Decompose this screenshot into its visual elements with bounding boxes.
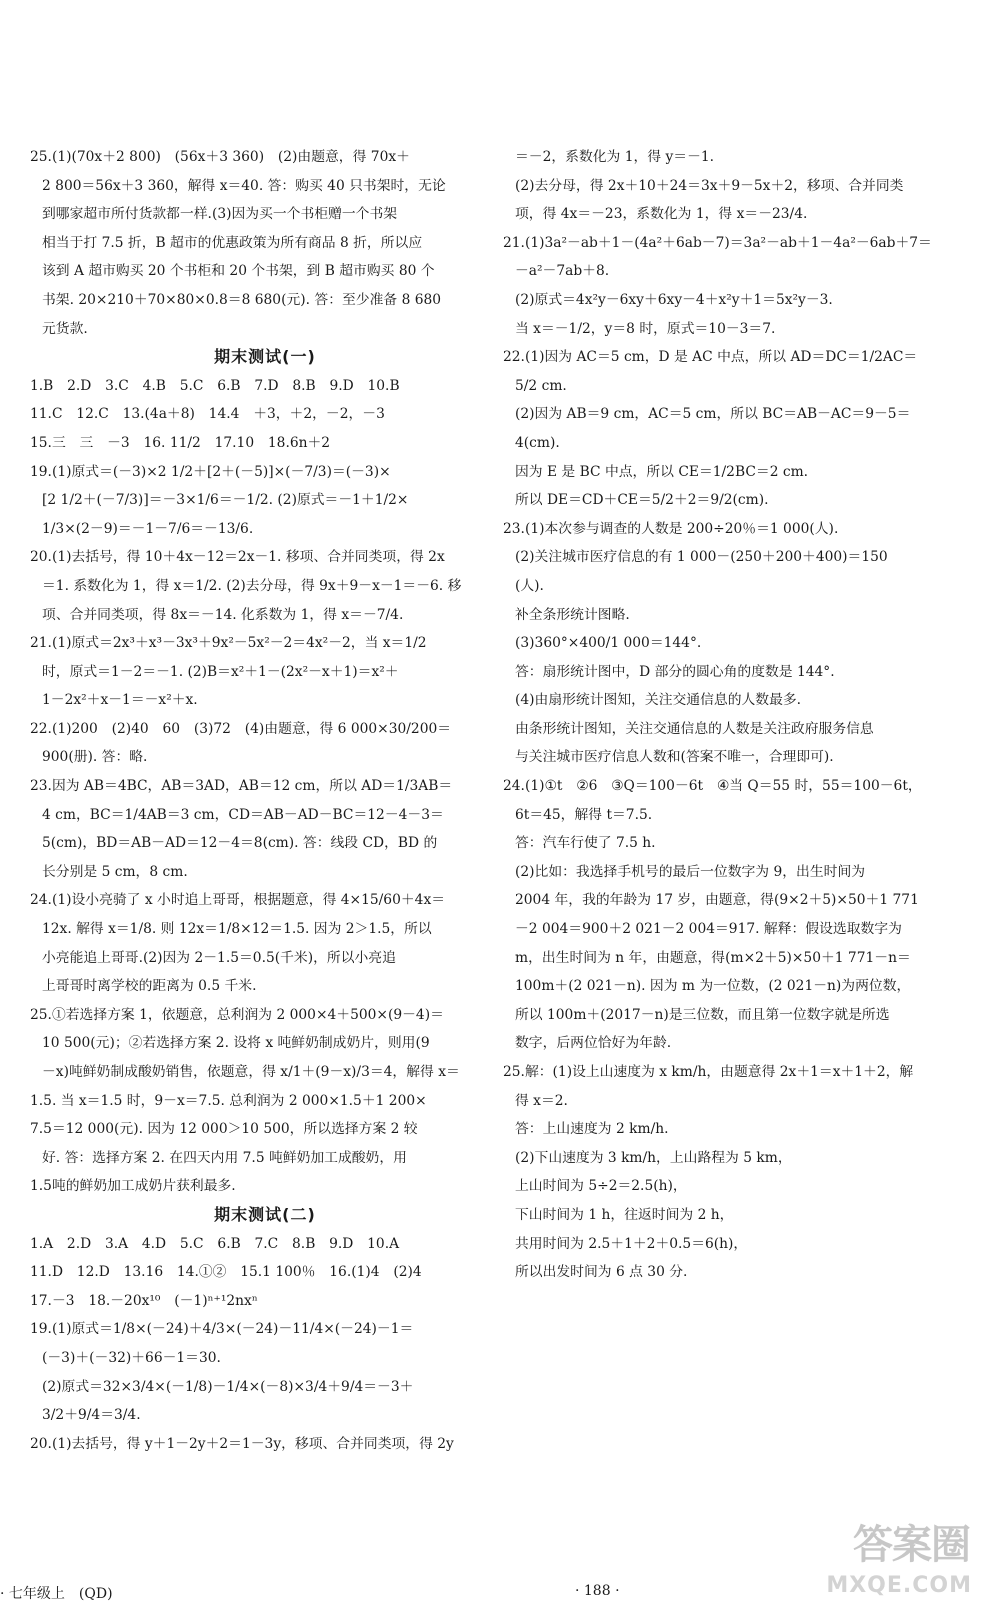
answer-line: 补全条形统计图略.	[515, 606, 630, 623]
answer-line: (－3)＋(－32)＋66－1＝30.	[42, 1349, 221, 1366]
answer-line: 900(册). 答：略.	[42, 749, 148, 766]
answer-line: (2)去分母，得 2x＋10＋24＝3x＋9－5x＋2，移项、合并同类	[515, 177, 904, 194]
answer-line: 4(cm).	[515, 434, 560, 451]
page-number: · 188 ·	[575, 1583, 620, 1599]
answer-line: 1/3×(2－9)＝－1－7/6＝－13/6.	[42, 520, 254, 537]
answer-line: 得 x＝2.	[515, 1092, 568, 1109]
answer-line: ＝－2，系数化为 1，得 y＝－1.	[515, 149, 715, 165]
answer-line: 23.因为 AB＝4BC，AB＝3AD，AB＝12 cm，所以 AD＝1/3AB＝	[30, 778, 453, 795]
answer-line: 所以出发时间为 6 点 30 分.	[515, 1264, 688, 1281]
section-title: 期末测试(一)	[214, 347, 316, 367]
answer-line: 上哥哥时离学校的距离为 0.5 千米.	[42, 978, 257, 995]
right-column	[503, 143, 973, 1287]
answer-line: 当 x＝－1/2，y＝8 时，原式＝10－3＝7.	[515, 320, 776, 337]
answer-line: 22.(1)因为 AC＝5 cm，D 是 AC 中点，所以 AD＝DC＝1/2AC＝	[503, 349, 918, 366]
answer-line: 答：上山速度为 2 km/h.	[515, 1121, 669, 1138]
answer-line: 11.C 12.C 13.(4a＋8) 14.4 ＋3，＋2，－2，－3	[30, 406, 385, 423]
answer-line: 与关注城市医疗信息人数和(答案不唯一，合理即可).	[515, 749, 834, 766]
answer-line: (2)原式＝4x²y－6xy＋6xy－4＋x²y＋1＝5x²y－3.	[515, 291, 833, 308]
section-title: 期末测试(二)	[214, 1204, 316, 1224]
answer-line: m，出生时间为 n 年，由题意，得(m×2＋5)×50＋1 771－n＝	[515, 949, 911, 966]
watermark-logo	[825, 1514, 990, 1600]
answer-line: (人).	[515, 577, 544, 594]
answer-line: 100m＋(2 021－n). 因为 m 为一位数，(2 021－n)为两位数，	[515, 978, 911, 995]
answer-line: 由条形统计图知，关注交通信息的人数是关注政府服务信息	[515, 720, 874, 737]
answer-line: 该到 A 超市购买 20 个书柜和 20 个书架，到 B 超市购买 80 个	[42, 263, 435, 280]
answer-line: 数字，后两位恰好为年龄.	[515, 1035, 672, 1052]
answer-line: 元货款.	[42, 320, 88, 337]
answer-line: 共用时间为 2.5＋1＋2＋0.5＝6(h)，	[515, 1235, 748, 1252]
answer-line: 21.(1)3a²－ab＋1－(4a²＋6ab－7)＝3a²－ab＋1－4a²－6ab＋7＝	[503, 234, 932, 251]
answer-line: 7.5＝12 000(元). 因为 12 000＞10 500，所以选择方案 2 较	[30, 1121, 418, 1138]
answer-line: 1.A 2.D 3.A 4.D 5.C 6.B 7.C 8.B 9.D 10.A	[30, 1235, 400, 1252]
answer-line: 时，原式＝1－2＝－1. (2)B＝x²＋1－(2x²－x＋1)＝x²＋	[42, 663, 399, 680]
answer-line: 所以 100m＋(2017－n)是三位数，而且第一位数字就是所选	[515, 1006, 890, 1023]
answer-line: －a²－7ab＋8.	[515, 263, 610, 280]
answer-line: －x)吨鲜奶制成酸奶销售，依题意，得 x/1＋(9－x)/3＝4，解得 x＝	[42, 1064, 460, 1080]
answer-line: (2)比如：我选择手机号的最后一位数字为 9，出生时间为	[515, 863, 866, 880]
answer-line: [2 1/2＋(－7/3)]＝－3×1/6＝－1/2. (2)原式＝－1＋1/2×	[42, 492, 409, 509]
answer-line: 23.(1)本次参与调查的人数是 200÷20％＝1 000(人).	[503, 520, 839, 537]
answer-line: (4)由扇形统计图知，关注交通信息的人数最多.	[515, 692, 802, 709]
answer-line: 20.(1)去括号，得 10＋4x－12＝2x－1. 移项、合并同类项，得 2x	[30, 549, 445, 566]
answer-line: 25.(1)(70x＋2 800) (56x＋3 360) (2)由题意，得 70x＋	[30, 149, 410, 165]
answer-line: 到哪家超市所付货款都一样.(3)因为买一个书柜赠一个书架	[42, 206, 398, 223]
answer-line: 好. 答：选择方案 2. 在四天内用 7.5 吨鲜奶加工成酸奶，用	[42, 1149, 407, 1166]
answer-line: 项、合并同类项，得 8x＝－14. 化系数为 1，得 x＝－7/4.	[42, 606, 404, 623]
answer-line: (2)原式＝32×3/4×(－1/8)－1/4×(－8)×3/4＋9/4＝－3＋	[42, 1378, 414, 1395]
answer-line: 4 cm，BC＝1/4AB＝3 cm，CD＝AB－AD－BC＝12－4－3＝	[42, 806, 444, 823]
answer-line: 6t＝45，解得 t＝7.5.	[515, 806, 653, 823]
answer-line: 答：汽车行使了 7.5 h.	[515, 835, 656, 852]
answer-line: 10 500(元)；②若选择方案 2. 设将 x 吨鲜奶制成奶片，则用(9	[42, 1035, 430, 1052]
answer-line: 小亮能追上哥哥.(2)因为 2－1.5＝0.5(千米)，所以小亮追	[42, 949, 396, 966]
answer-line: 25.解：(1)设上山速度为 x km/h，由题意得 2x＋1＝x＋1＋2，解	[503, 1064, 914, 1080]
answer-line: 项，得 4x＝－23，系数化为 1，得 x＝－23/4.	[515, 206, 808, 223]
answer-line: (3)360°×400/1 000＝144°.	[515, 635, 702, 652]
left-column	[30, 143, 500, 1458]
answer-line: 5(cm)，BD＝AB－AD＝12－4＝8(cm). 答：线段 CD，BD 的	[42, 835, 438, 852]
answer-line: 所以 DE＝CD＋CE＝5/2＋2＝9/2(cm).	[515, 492, 769, 509]
answer-line: 因为 E 是 BC 中点，所以 CE＝1/2BC＝2 cm.	[515, 463, 809, 480]
answer-line: ＝1. 系数化为 1，得 x＝1/2. (2)去分母，得 9x＋9－x－1＝－6. 移	[42, 577, 462, 594]
answer-line: 2004 年，我的年龄为 17 岁，由题意，得(9×2＋5)×50＋1 771	[515, 892, 919, 909]
answer-line: 2 800＝56x＋3 360，解得 x＝40. 答：购买 40 只书架时，无论	[42, 177, 446, 194]
answer-line: (2)因为 AB＝9 cm，AC＝5 cm，所以 BC＝AB－AC＝9－5＝	[515, 406, 911, 423]
footer-grade: · 七年级上 (QD)	[0, 1586, 113, 1602]
answer-line: 12x. 解得 x＝1/8. 则 12x＝1/8×12＝1.5. 因为 2＞1.5，所以	[42, 921, 432, 938]
answer-line: 17.－3 18.－20x¹⁰ (－1)ⁿ⁺¹2nxⁿ	[30, 1292, 258, 1309]
answer-line: 20.(1)去括号，得 y＋1－2y＋2＝1－3y，移项、合并同类项，得 2y	[30, 1435, 454, 1452]
answer-line: (2)关注城市医疗信息的有 1 000－(250＋200＋400)＝150	[515, 549, 888, 566]
answer-line: 24.(1)设小亮骑了 x 小时追上哥哥，根据题意，得 4×15/60＋4x＝	[30, 892, 446, 909]
answer-line: 24.(1)①t ②6 ③Q＝100－6t ④当 Q＝55 时，55＝100－6t，	[503, 778, 922, 795]
answer-line: 21.(1)原式＝2x³＋x³－3x³＋9x²－5x²－2＝4x²－2，当 x＝1/2	[30, 635, 427, 652]
answer-line: －2 004＝900＋2 021－2 004＝917. 解释：假设选取数字为	[515, 921, 902, 938]
answer-line: 1.5吨的鲜奶加工成奶片获利最多.	[30, 1178, 236, 1195]
answer-line: 15.三 三 －3 16. 11/2 17.10 18.6n＋2	[30, 434, 331, 451]
answer-line: 11.D 12.D 13.16 14.①② 15.1 100％ 16.(1)4 (2)4	[30, 1264, 422, 1281]
answer-line: (2)下山速度为 3 km/h，上山路程为 5 km，	[515, 1149, 792, 1166]
answer-line: 22.(1)200 (2)40 60 (3)72 (4)由题意，得 6 000×30/200＝	[30, 720, 452, 737]
answer-line: 25.①若选择方案 1，依题意，总利润为 2 000×4＋500×(9－4)＝	[30, 1006, 444, 1023]
answer-line: 书架. 20×210＋70×80×0.8＝8 680(元). 答：至少准备 8 680	[42, 291, 442, 308]
answer-line: 答：扇形统计图中，D 部分的圆心角的度数是 144°.	[515, 663, 835, 680]
answer-line: 1.B 2.D 3.C 4.B 5.C 6.B 7.D 8.B 9.D 10.B	[30, 377, 400, 394]
answer-line: 19.(1)原式＝1/8×(－24)＋4/3×(－24)－11/4×(－24)－1＝	[30, 1321, 414, 1338]
answer-line: 长分别是 5 cm，8 cm.	[42, 863, 188, 880]
answer-line: 上山时间为 5÷2＝2.5(h)，	[515, 1178, 687, 1195]
answer-line: 3/2＋9/4＝3/4.	[42, 1407, 141, 1424]
watermark-url: MXQE.COM	[826, 1573, 972, 1598]
answer-line: 下山时间为 1 h，往返时间为 2 h，	[515, 1206, 734, 1223]
answer-line: 相当于打 7.5 折，B 超市的优惠政策为所有商品 8 折，所以应	[42, 234, 423, 251]
answer-line: 19.(1)原式＝(－3)×2 1/2＋[2＋(－5)]×(－7/3)＝(－3)×	[30, 463, 391, 480]
answer-line: 1－2x²＋x－1＝－x²＋x.	[42, 692, 198, 709]
answer-line: 1.5. 当 x＝1.5 时，9－x＝7.5. 总利润为 2 000×1.5＋1 200×	[30, 1092, 427, 1109]
answer-line: 5/2 cm.	[515, 377, 567, 394]
watermark-title: 答案圈	[853, 1522, 970, 1568]
